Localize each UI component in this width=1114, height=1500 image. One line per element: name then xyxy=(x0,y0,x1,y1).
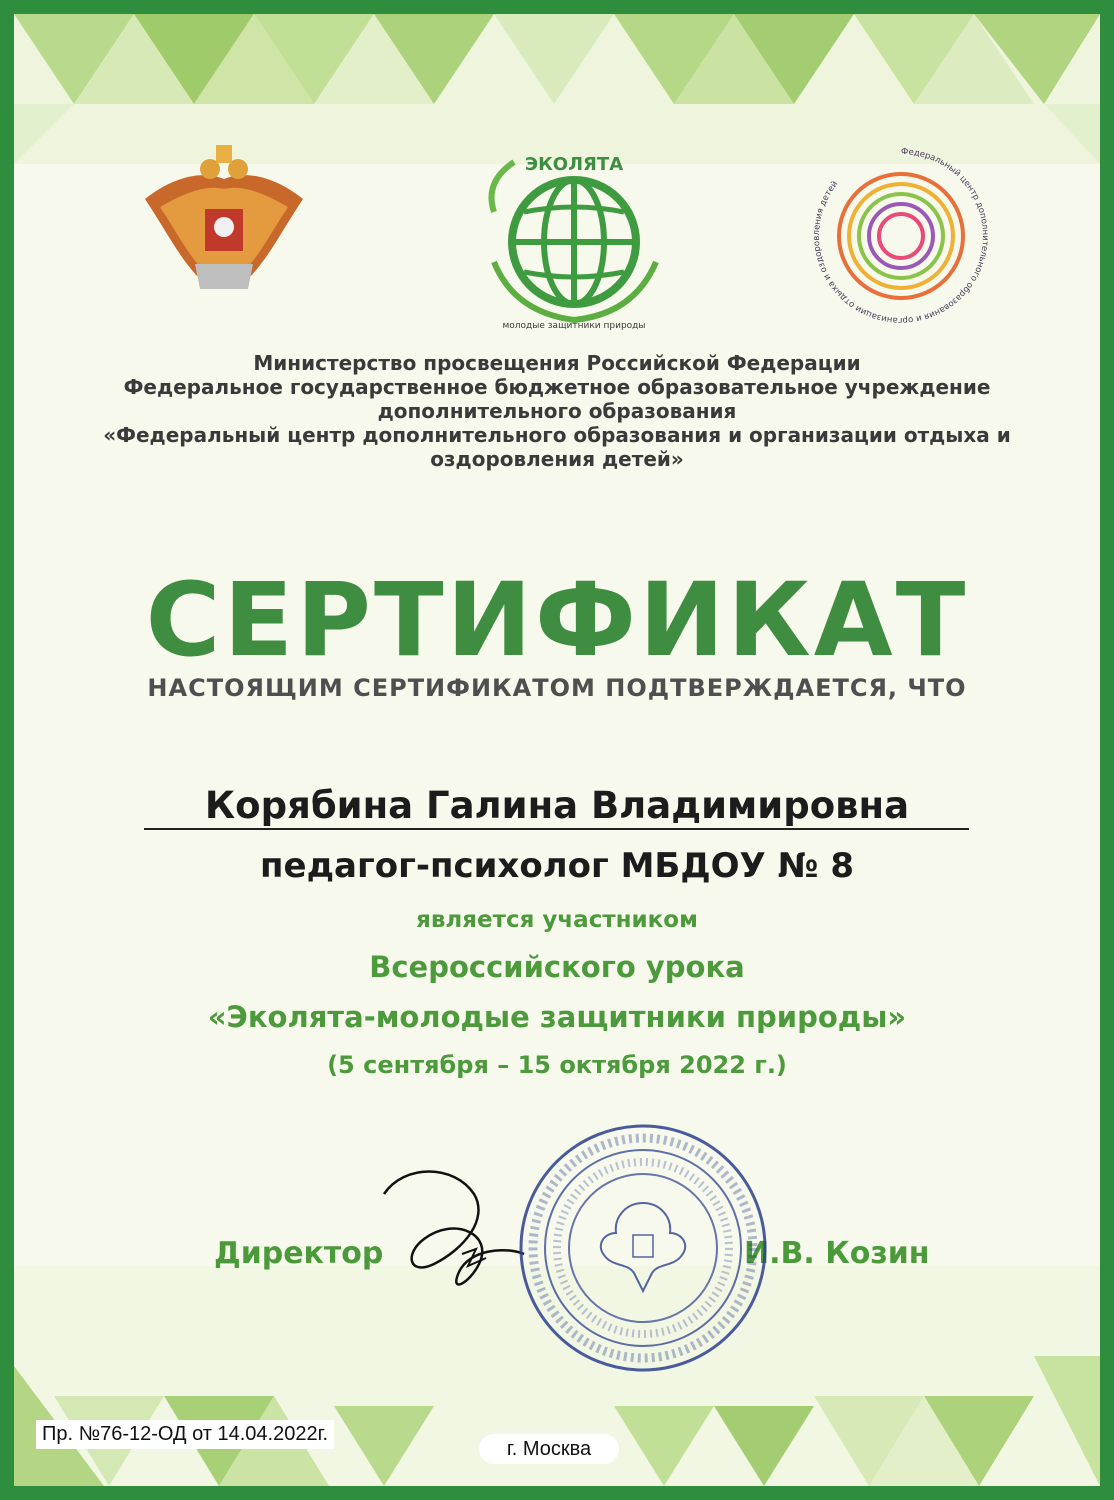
recipient-name: Корябина Галина Владимировна xyxy=(204,784,910,827)
federal-center-logo xyxy=(804,139,999,334)
ecolyata-globe-logo xyxy=(474,142,674,332)
institution-line-4: оздоровления детей» xyxy=(430,447,684,471)
issuer-block xyxy=(14,351,1100,471)
director-name: И.В. Козин xyxy=(744,1236,930,1271)
center-logo-ring-text: Федеральный центр дополнительного образования и организации отдыха и оздоровления детей xyxy=(811,146,990,326)
institution-line-2: дополнительного образования xyxy=(377,399,737,423)
lesson-text: Всероссийского урока xyxy=(369,950,745,984)
certificate-sheet xyxy=(14,14,1100,1486)
eco-logo-subtitle: молодые защитники природы xyxy=(502,321,646,331)
participant-text: является участником xyxy=(416,907,698,933)
ministry-name: Министерство просвещения Российской Федерации xyxy=(253,351,861,375)
recipient-position: педагог-психолог МБДОУ № 8 xyxy=(260,846,854,886)
official-stamp xyxy=(516,1121,770,1375)
russian-coat-of-arms-logo xyxy=(140,139,308,309)
city-label: г. Москва xyxy=(479,1434,619,1464)
order-number: Пр. №76-12-ОД от 14.04.2022г. xyxy=(36,1420,334,1449)
eco-logo-title: ЭКОЛЯТА xyxy=(524,154,624,175)
institution-line-1: Федеральное государственное бюджетное образовательное учреждение xyxy=(123,375,991,399)
event-dates: (5 сентября – 15 октября 2022 г.) xyxy=(327,1051,787,1079)
name-underline xyxy=(144,828,969,830)
confirmation-text: НАСТОЯЩИМ СЕРТИФИКАТОМ ПОДТВЕРЖДАЕТСЯ, ЧТО xyxy=(147,674,967,702)
lesson-name: «Эколята-молодые защитники природы» xyxy=(207,1000,907,1034)
institution-line-3: «Федеральный центр дополнительного образования и организации отдыха и xyxy=(103,423,1011,447)
director-label: Директор xyxy=(214,1236,384,1271)
certificate-title: СЕРТИФИКАТ xyxy=(145,561,969,680)
